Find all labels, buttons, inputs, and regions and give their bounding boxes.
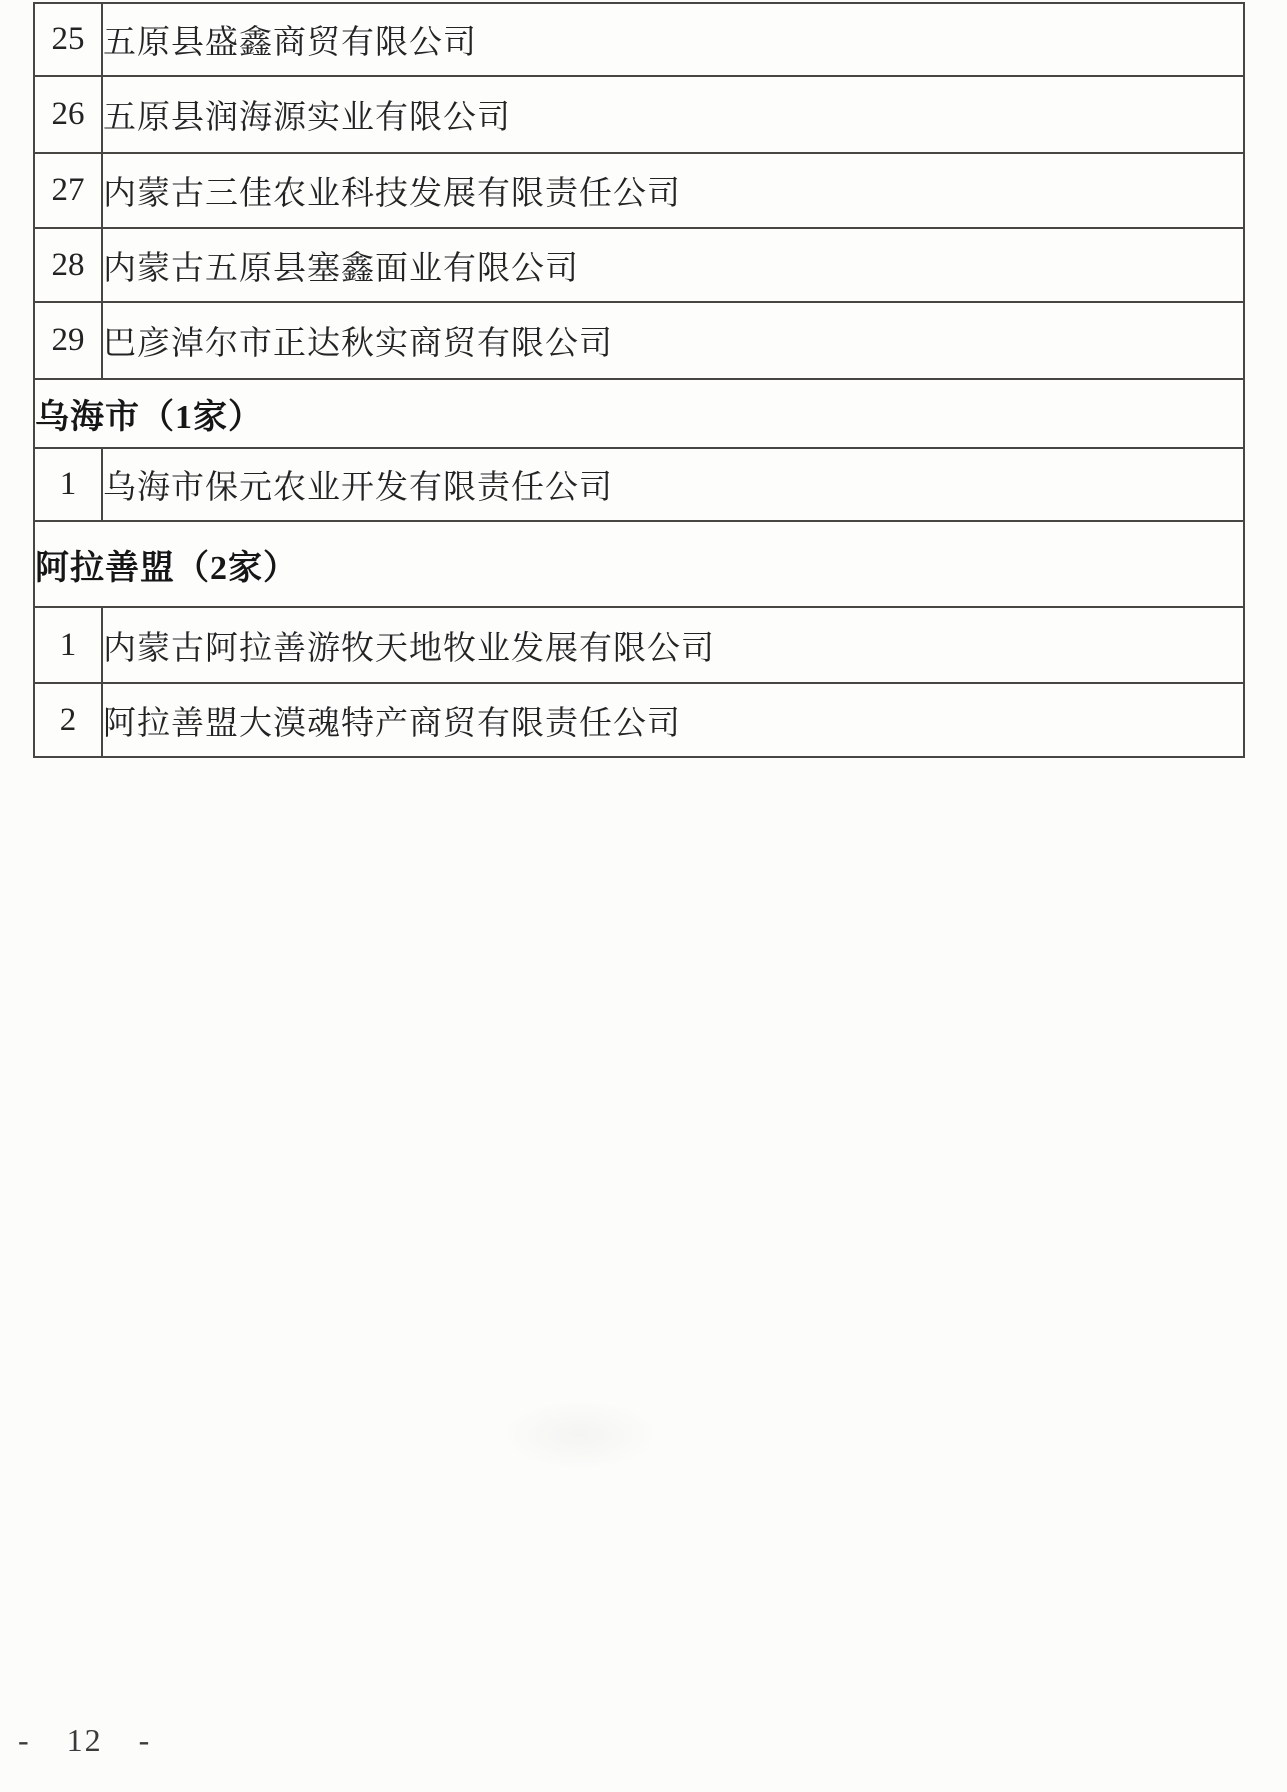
row-number-cell: 2: [34, 683, 102, 757]
company-list-table: [33, 2, 1245, 758]
company-name-cell: 巴彦淖尔市正达秋实商贸有限公司: [102, 302, 1244, 379]
table-row: [34, 3, 1244, 76]
company-name-cell: 阿拉善盟大漠魂特产商贸有限责任公司: [102, 683, 1244, 757]
section-header-row: [34, 379, 1244, 448]
table-row: [34, 302, 1244, 379]
company-name-cell: 五原县盛鑫商贸有限公司: [102, 3, 1244, 76]
row-number-cell: 29: [34, 302, 102, 379]
row-number-cell: 25: [34, 3, 102, 76]
company-name-cell: 五原县润海源实业有限公司: [102, 76, 1244, 153]
company-name-cell: 内蒙古五原县塞鑫面业有限公司: [102, 228, 1244, 302]
company-name-cell: 内蒙古三佳农业科技发展有限责任公司: [102, 153, 1244, 228]
company-name-cell: 乌海市保元农业开发有限责任公司: [102, 448, 1244, 521]
scan-smudge: [500, 1400, 660, 1470]
section-header-cell: 阿拉善盟（2家）: [34, 521, 1244, 607]
table-row: [34, 153, 1244, 228]
section-header-row: [34, 521, 1244, 607]
row-number-cell: 1: [34, 607, 102, 683]
section-header-cell: 乌海市（1家）: [34, 379, 1244, 448]
row-number-cell: 1: [34, 448, 102, 521]
row-number-cell: 27: [34, 153, 102, 228]
table-row: [34, 683, 1244, 757]
table-row: [34, 448, 1244, 521]
company-name-cell: 内蒙古阿拉善游牧天地牧业发展有限公司: [102, 607, 1244, 683]
page-number: - 12 -: [18, 1722, 152, 1758]
table-row: [34, 228, 1244, 302]
table-row: [34, 607, 1244, 683]
table-row: [34, 76, 1244, 153]
row-number-cell: 28: [34, 228, 102, 302]
row-number-cell: 26: [34, 76, 102, 153]
